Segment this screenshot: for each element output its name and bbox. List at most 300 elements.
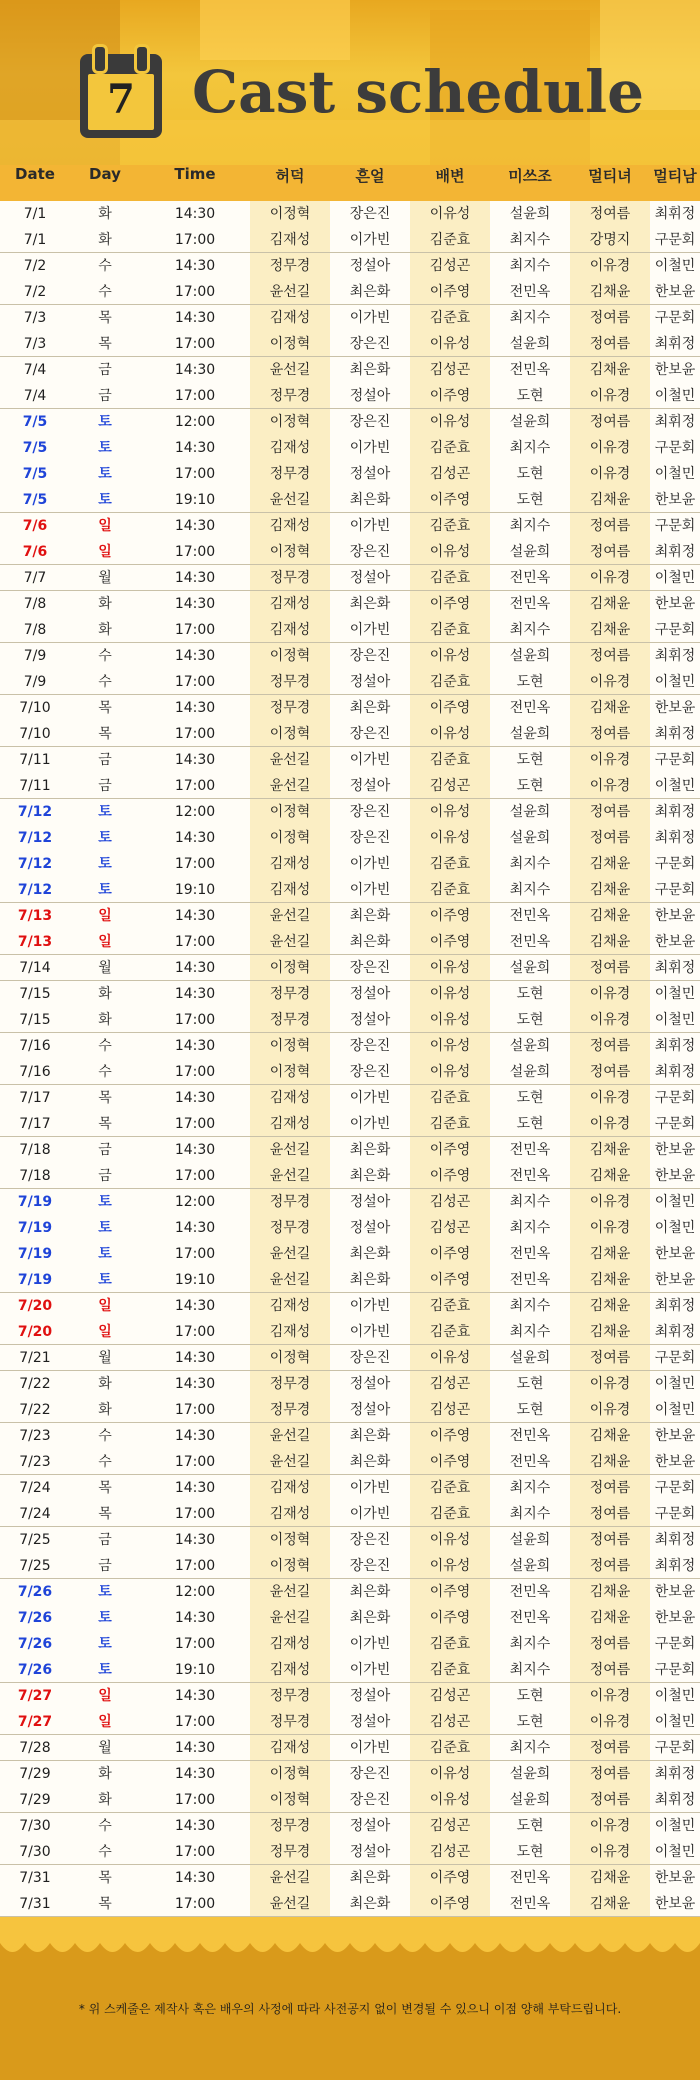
time-cell: 14:30 [174, 1142, 216, 1158]
date-cell: 7/9 [23, 674, 47, 690]
table-row [0, 1683, 700, 1709]
time-cell: 14:30 [174, 310, 216, 326]
cast-cell: 김채윤 [589, 1324, 631, 1340]
cast-cell: 구문회 [654, 1506, 696, 1522]
table-row [0, 1631, 700, 1657]
cast-cell: 이정혁 [269, 1038, 311, 1054]
cast-cell: 이유경 [589, 778, 631, 794]
table-row [0, 1475, 700, 1501]
date-cell: 7/8 [23, 596, 47, 612]
time-cell: 17:00 [174, 778, 216, 794]
cast-cell: 정설아 [349, 570, 391, 586]
date-cell: 7/5 [22, 466, 48, 482]
cast-cell: 장은진 [349, 544, 391, 560]
cast-cell: 장은진 [349, 1792, 391, 1808]
page-title: Cast schedule [192, 58, 645, 126]
cast-cell: 설윤희 [509, 648, 551, 664]
cast-cell: 이주영 [429, 1428, 471, 1444]
time-cell: 17:00 [174, 336, 216, 352]
cast-cell: 이철민 [654, 674, 696, 690]
cast-cell: 김재성 [269, 856, 311, 872]
cast-cell: 이유경 [589, 1012, 631, 1028]
cast-cell: 김채윤 [589, 362, 631, 378]
cast-cell: 장은진 [349, 804, 391, 820]
date-cell: 7/23 [19, 1428, 51, 1444]
cast-cell: 최휘정 [654, 544, 696, 560]
date-cell: 7/19 [17, 1272, 53, 1288]
table-row [0, 331, 700, 357]
cast-cell: 구문회 [654, 752, 696, 768]
table-row [0, 1579, 700, 1605]
cast-cell: 정여름 [589, 648, 631, 664]
cast-cell: 정무경 [269, 1012, 311, 1028]
cast-cell: 한보윤 [654, 1584, 696, 1600]
cast-cell: 김재성 [269, 1740, 311, 1756]
date-cell: 7/10 [19, 726, 51, 742]
day-cell: 금 [98, 778, 112, 794]
day-cell: 목 [98, 336, 112, 352]
cast-cell: 최지수 [509, 1194, 551, 1210]
time-cell: 14:30 [174, 570, 216, 586]
cast-cell: 한보윤 [654, 934, 696, 950]
cast-cell: 이철민 [654, 1844, 696, 1860]
day-cell: 일 [98, 518, 112, 534]
cast-cell: 정여름 [589, 414, 631, 430]
cast-cell: 김준효 [429, 622, 471, 638]
cast-cell: 이정혁 [269, 804, 311, 820]
cast-cell: 이주영 [429, 908, 471, 924]
date-cell: 7/12 [17, 882, 53, 898]
cast-cell: 윤선길 [269, 1142, 311, 1158]
cast-cell: 최은화 [349, 1168, 391, 1184]
time-cell: 12:00 [174, 1194, 216, 1210]
cast-cell: 이가빈 [349, 1636, 391, 1652]
cast-cell: 도현 [516, 1844, 544, 1860]
day-cell: 수 [98, 648, 112, 664]
day-cell: 일 [98, 908, 112, 924]
cast-cell: 정설아 [349, 986, 391, 1002]
day-cell: 화 [98, 206, 112, 222]
time-cell: 17:00 [174, 1558, 216, 1574]
date-cell: 7/12 [17, 830, 53, 846]
cast-cell: 장은진 [349, 1766, 391, 1782]
cast-cell: 김준효 [429, 882, 471, 898]
cast-cell: 최휘정 [654, 336, 696, 352]
cast-cell: 설윤희 [509, 1038, 551, 1054]
table-row [0, 669, 700, 695]
cast-cell: 도현 [516, 674, 544, 690]
table-row [0, 1163, 700, 1189]
cast-cell: 이주영 [429, 1142, 471, 1158]
time-cell: 17:00 [174, 1792, 216, 1808]
table-row [0, 1319, 700, 1345]
cast-cell: 설윤희 [509, 830, 551, 846]
cast-cell: 도현 [516, 1090, 544, 1106]
cast-cell: 도현 [516, 1012, 544, 1028]
time-cell: 17:00 [174, 1324, 216, 1340]
date-cell: 7/12 [17, 804, 53, 820]
cast-cell: 윤선길 [269, 492, 311, 508]
cast-cell: 이주영 [429, 1610, 471, 1626]
cast-cell: 구문회 [654, 1740, 696, 1756]
cast-cell: 정무경 [269, 1402, 311, 1418]
date-cell: 7/24 [19, 1506, 51, 1522]
date-cell: 7/27 [17, 1714, 53, 1730]
cast-cell: 윤선길 [269, 752, 311, 768]
cast-cell: 최휘정 [654, 206, 696, 222]
table-row [0, 1891, 700, 1917]
cast-cell: 최지수 [509, 1298, 551, 1314]
day-cell: 토 [98, 1610, 112, 1626]
day-cell: 토 [98, 1662, 112, 1678]
table-row [0, 539, 700, 565]
cast-cell: 장은진 [349, 960, 391, 976]
cast-cell: 이유경 [589, 1376, 631, 1392]
cast-cell: 구문회 [654, 1636, 696, 1652]
cast-cell: 김재성 [269, 1506, 311, 1522]
cast-cell: 설윤희 [509, 206, 551, 222]
time-cell: 14:30 [174, 1818, 216, 1834]
cast-cell: 이유경 [589, 1116, 631, 1132]
day-cell: 금 [98, 388, 112, 404]
cast-cell: 정여름 [589, 518, 631, 534]
cast-cell: 김채윤 [589, 1610, 631, 1626]
time-cell: 17:00 [174, 1896, 216, 1912]
cast-cell: 설윤희 [509, 1064, 551, 1080]
day-cell: 목 [98, 726, 112, 742]
cast-cell: 정무경 [269, 1220, 311, 1236]
cast-cell: 한보윤 [654, 492, 696, 508]
column-header: 멀티남 [653, 167, 697, 185]
time-cell: 17:00 [174, 232, 216, 248]
date-cell: 7/29 [19, 1766, 51, 1782]
day-cell: 일 [98, 544, 112, 560]
cast-cell: 윤선길 [269, 934, 311, 950]
cast-cell: 김성곤 [429, 466, 471, 482]
cast-cell: 정설아 [349, 778, 391, 794]
cast-cell: 김재성 [269, 1298, 311, 1314]
cast-cell: 김성곤 [429, 1194, 471, 1210]
table-row [0, 1553, 700, 1579]
cast-cell: 정설아 [349, 674, 391, 690]
cast-cell: 최지수 [509, 518, 551, 534]
cast-cell: 도현 [516, 1688, 544, 1704]
cast-cell: 윤선길 [269, 284, 311, 300]
cast-cell: 최은화 [349, 1610, 391, 1626]
cast-cell: 이유경 [589, 1220, 631, 1236]
time-cell: 17:00 [174, 466, 216, 482]
day-cell: 화 [98, 1402, 112, 1418]
cast-cell: 한보윤 [654, 908, 696, 924]
cast-cell: 설윤희 [509, 1350, 551, 1366]
cast-cell: 김채윤 [589, 934, 631, 950]
cast-cell: 김준효 [429, 1506, 471, 1522]
day-cell: 수 [98, 1844, 112, 1860]
cast-cell: 김채윤 [589, 1454, 631, 1470]
cast-cell: 김채윤 [589, 1870, 631, 1886]
cast-cell: 이유성 [429, 830, 471, 846]
cast-cell: 최휘정 [654, 648, 696, 664]
time-cell: 14:30 [174, 206, 216, 222]
cast-cell: 김준효 [429, 1116, 471, 1132]
wavy-edge [0, 1931, 700, 1971]
date-cell: 7/3 [23, 310, 47, 326]
date-cell: 7/31 [19, 1870, 51, 1886]
bg-block [200, 0, 350, 60]
cast-cell: 구문회 [654, 622, 696, 638]
day-cell: 토 [98, 1584, 112, 1600]
cast-cell: 이주영 [429, 700, 471, 716]
cast-cell: 도현 [516, 1402, 544, 1418]
date-cell: 7/13 [17, 908, 53, 924]
cast-cell: 이철민 [654, 466, 696, 482]
time-cell: 14:30 [174, 648, 216, 664]
day-cell: 토 [98, 440, 112, 456]
cast-cell: 김채윤 [589, 284, 631, 300]
month-number: 7 [107, 76, 135, 123]
cast-cell: 강명지 [589, 232, 631, 248]
cast-cell: 한보윤 [654, 1454, 696, 1470]
day-cell: 토 [98, 1246, 112, 1262]
cast-cell: 최은화 [349, 1870, 391, 1886]
table-row [0, 1241, 700, 1267]
cast-cell: 이유경 [589, 1090, 631, 1106]
cast-cell: 장은진 [349, 726, 391, 742]
table-row [0, 1657, 700, 1683]
cast-cell: 김준효 [429, 310, 471, 326]
cast-cell: 장은진 [349, 1350, 391, 1366]
cast-cell: 김성곤 [429, 1220, 471, 1236]
time-cell: 14:30 [174, 908, 216, 924]
cast-cell: 최휘정 [654, 414, 696, 430]
date-cell: 7/26 [17, 1584, 53, 1600]
date-cell: 7/29 [19, 1792, 51, 1808]
cast-cell: 윤선길 [269, 362, 311, 378]
cast-cell: 정무경 [269, 1376, 311, 1392]
cast-cell: 김채윤 [589, 1584, 631, 1600]
date-cell: 7/18 [19, 1142, 51, 1158]
day-cell: 목 [98, 1116, 112, 1132]
cast-cell: 한보윤 [654, 1168, 696, 1184]
cast-cell: 한보윤 [654, 596, 696, 612]
cast-cell: 이유성 [429, 648, 471, 664]
cast-cell: 설윤희 [509, 726, 551, 742]
cast-cell: 구문회 [654, 1480, 696, 1496]
cast-cell: 정여름 [589, 804, 631, 820]
cast-cell: 정설아 [349, 1012, 391, 1028]
cast-cell: 정여름 [589, 726, 631, 742]
date-cell: 7/15 [19, 1012, 51, 1028]
cast-cell: 이철민 [654, 1688, 696, 1704]
day-cell: 수 [98, 1818, 112, 1834]
cast-cell: 김준효 [429, 1324, 471, 1340]
cast-cell: 최은화 [349, 362, 391, 378]
time-cell: 14:30 [174, 1298, 216, 1314]
cast-cell: 정여름 [589, 1532, 631, 1548]
cast-cell: 정여름 [589, 960, 631, 976]
day-cell: 토 [98, 1194, 112, 1210]
cast-cell: 최휘정 [654, 1324, 696, 1340]
table-row [0, 643, 700, 669]
day-cell: 수 [98, 1064, 112, 1080]
cast-cell: 이주영 [429, 1168, 471, 1184]
table-row [0, 1501, 700, 1527]
cast-cell: 이주영 [429, 284, 471, 300]
time-cell: 14:30 [174, 986, 216, 1002]
table-row [0, 461, 700, 487]
cast-cell: 이유경 [589, 1818, 631, 1834]
table-row [0, 253, 700, 279]
cast-cell: 이주영 [429, 492, 471, 508]
time-cell: 12:00 [174, 414, 216, 430]
cast-cell: 이유경 [589, 440, 631, 456]
day-cell: 수 [98, 1038, 112, 1054]
table-row [0, 1371, 700, 1397]
time-cell: 14:30 [174, 1766, 216, 1782]
cast-cell: 구문회 [654, 1350, 696, 1366]
table-row [0, 1787, 700, 1813]
cast-cell: 도현 [516, 1714, 544, 1730]
cast-cell: 이철민 [654, 570, 696, 586]
cast-cell: 김재성 [269, 440, 311, 456]
date-cell: 7/11 [19, 752, 51, 768]
cast-cell: 설윤희 [509, 1766, 551, 1782]
cast-cell: 윤선길 [269, 1428, 311, 1444]
cast-cell: 이유성 [429, 1792, 471, 1808]
time-cell: 17:00 [174, 1714, 216, 1730]
table-row [0, 721, 700, 747]
day-cell: 목 [98, 1506, 112, 1522]
cast-cell: 최은화 [349, 284, 391, 300]
day-cell: 토 [98, 1220, 112, 1236]
table-row [0, 513, 700, 539]
cast-cell: 이주영 [429, 1454, 471, 1470]
cast-cell: 김재성 [269, 232, 311, 248]
cast-cell: 정설아 [349, 388, 391, 404]
cast-cell: 이유성 [429, 804, 471, 820]
date-cell: 7/12 [17, 856, 53, 872]
cast-cell: 이가빈 [349, 1298, 391, 1314]
cast-cell: 정설아 [349, 466, 391, 482]
time-cell: 17:00 [174, 544, 216, 560]
cast-cell: 김재성 [269, 882, 311, 898]
day-cell: 목 [98, 310, 112, 326]
cast-cell: 정여름 [589, 1480, 631, 1496]
cast-cell: 이가빈 [349, 1480, 391, 1496]
cast-cell: 전민옥 [509, 1870, 551, 1886]
cast-cell: 정무경 [269, 1818, 311, 1834]
cast-cell: 정여름 [589, 1506, 631, 1522]
cast-cell: 최휘정 [654, 726, 696, 742]
table-row [0, 305, 700, 331]
cast-cell: 설윤희 [509, 804, 551, 820]
day-cell: 화 [98, 1766, 112, 1782]
cast-cell: 정여름 [589, 206, 631, 222]
day-cell: 수 [98, 674, 112, 690]
cast-cell: 이가빈 [349, 1116, 391, 1132]
day-cell: 목 [98, 1870, 112, 1886]
cast-cell: 이정혁 [269, 830, 311, 846]
table-row [0, 1189, 700, 1215]
day-cell: 화 [98, 596, 112, 612]
time-cell: 14:30 [174, 1740, 216, 1756]
cast-cell: 최휘정 [654, 960, 696, 976]
cast-cell: 정여름 [589, 1662, 631, 1678]
cast-cell: 정설아 [349, 1220, 391, 1236]
table-row [0, 279, 700, 305]
date-cell: 7/2 [23, 258, 47, 274]
day-cell: 화 [98, 232, 112, 248]
date-cell: 7/18 [19, 1168, 51, 1184]
table-row [0, 1761, 700, 1787]
cast-cell: 이정혁 [269, 960, 311, 976]
cast-cell: 김재성 [269, 518, 311, 534]
table-row [0, 1839, 700, 1865]
column-header: 멀티녀 [588, 167, 632, 185]
day-cell: 토 [98, 492, 112, 508]
cast-cell: 전민옥 [509, 1610, 551, 1626]
table-row [0, 955, 700, 981]
day-cell: 목 [98, 1896, 112, 1912]
cast-cell: 김채윤 [589, 1246, 631, 1262]
cast-cell: 김성곤 [429, 258, 471, 274]
table-row [0, 1293, 700, 1319]
cast-cell: 이가빈 [349, 882, 391, 898]
cast-cell: 전민옥 [509, 1454, 551, 1470]
cast-cell: 최은화 [349, 492, 391, 508]
cast-cell: 최지수 [509, 1662, 551, 1678]
day-cell: 토 [98, 882, 112, 898]
cast-cell: 도현 [516, 1116, 544, 1132]
table-row [0, 1137, 700, 1163]
date-cell: 7/26 [17, 1636, 53, 1652]
date-cell: 7/30 [19, 1818, 51, 1834]
cast-cell: 김재성 [269, 1324, 311, 1340]
cast-cell: 이유경 [589, 466, 631, 482]
date-cell: 7/31 [19, 1896, 51, 1912]
cast-cell: 이가빈 [349, 518, 391, 534]
cast-cell: 구문회 [654, 232, 696, 248]
time-cell: 17:00 [174, 1506, 216, 1522]
day-cell: 일 [98, 1688, 112, 1704]
cast-cell: 정설아 [349, 1714, 391, 1730]
table-row [0, 227, 700, 253]
cast-cell: 구문회 [654, 1116, 696, 1132]
cast-cell: 설윤희 [509, 1558, 551, 1574]
cast-cell: 이철민 [654, 388, 696, 404]
date-cell: 7/5 [22, 492, 48, 508]
cast-cell: 이유성 [429, 1558, 471, 1574]
cast-cell: 정설아 [349, 1688, 391, 1704]
day-cell: 토 [98, 856, 112, 872]
day-cell: 화 [98, 986, 112, 1002]
cast-cell: 정여름 [589, 1350, 631, 1366]
cast-cell: 한보윤 [654, 284, 696, 300]
cast-cell: 이가빈 [349, 752, 391, 768]
cast-cell: 이철민 [654, 1012, 696, 1028]
cast-cell: 이가빈 [349, 622, 391, 638]
cast-cell: 김채윤 [589, 622, 631, 638]
cast-cell: 장은진 [349, 830, 391, 846]
cast-cell: 이유성 [429, 1064, 471, 1080]
cast-cell: 설윤희 [509, 1792, 551, 1808]
cast-cell: 윤선길 [269, 1246, 311, 1262]
cast-cell: 도현 [516, 1376, 544, 1392]
cast-cell: 최지수 [509, 1480, 551, 1496]
cast-cell: 김채윤 [589, 1298, 631, 1314]
time-cell: 14:30 [174, 518, 216, 534]
date-cell: 7/3 [23, 336, 47, 352]
